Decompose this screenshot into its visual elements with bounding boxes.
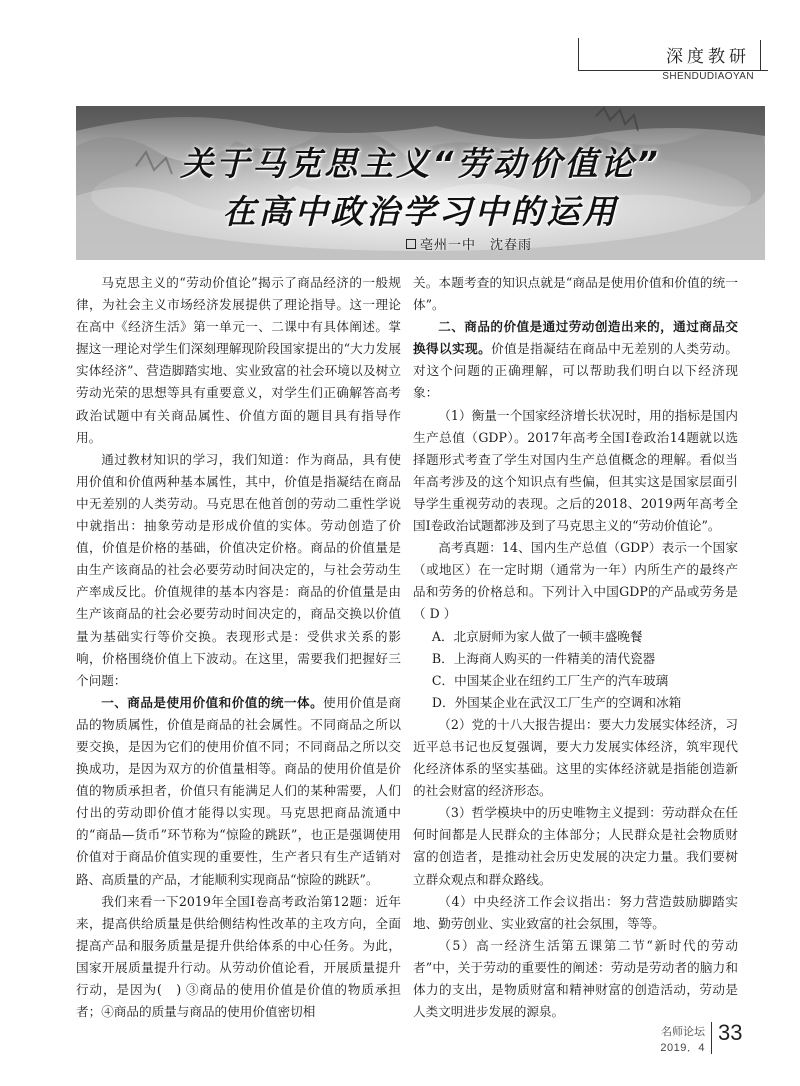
byline-box-icon [406,239,416,249]
section-pinyin: SHENDUDIAOYAN [662,71,754,82]
option-a: A．北京厨师为家人做了一顿丰盛晚餐 [431,628,643,644]
header-rule-left [578,38,579,70]
point-heading: 二、商品的价值是通过劳动创造出来的，通过商品交换得以实现。 [413,319,738,357]
paragraph: 我们来看一下2019年全国Ⅰ卷高考政治第12题：近年来，提高供给质量是供给侧结构性改革的主攻方向，全面提高产品和服务质量是提升供给体系的中心任务。为此，国家开展质量提升行动。从劳动价值论看，开展质量提升行动，是因为( ) ③商品的使用价值是价值的物质承担者；④商品的质量与商品的使用价值密切相 [76,893,401,1020]
article-title-line2: 在高中政治学习中的运用 [222,192,619,231]
option-b: B．上海商人购买的一件精美的清代瓷器 [431,650,656,666]
paragraph: 高考真题：14、国内生产总值（GDP）表示一个国家（或地区）在一定时期（通常为一年）内所生产的最终产品和劳务的价格总和。下列计入中国GDP的产品或劳务是（ D ） [413,540,738,622]
author: 亳州一中 沈春雨 [420,238,533,253]
right-column [413,272,738,1023]
section-title: 深度教研 [666,47,750,67]
option-d: D．外国某企业在武汉工厂生产的空调和冰箱 [431,694,682,710]
byline [406,234,532,253]
paragraph: 通过教材知识的学习，我们知道：作为商品，具有使用价值和价值两种基本属性，其中，价值是指凝结在商品中无差别的人类劳动。马克思在他首创的劳动二重性学说中就指出：抽象劳动是形成价值的实体。劳动创造了价值，价值是价格的基础，价值决定价格。商品的价值量是由生产该商品的社会必要劳动时间决定的，与社会劳动生产率成反比。价值规律的基本内容是：商品的价值量是由生产该商品的社会必要劳动时间决定的，商品交换以价值量为基础实行等价交换。表现形式是：受供求关系的影响，价格围绕价值上下波动。在这里，需要我们把握好三个问题： [76,451,401,688]
footer-magazine: 名师论坛 [661,1025,705,1038]
footer-issue: 2019．4 [660,1042,705,1054]
left-column [76,272,401,1023]
point-heading: 一、商品是使用价值和价值的统一体。 [101,694,324,710]
page-number: 33 [718,1020,743,1045]
paragraph: （4）中央经济工作会议指出：努力营造鼓励脚踏实地、勤劳创业、实业致富的社会氛围，等等。 [413,893,738,931]
point-text: 使用价值是商品的物质属性，价值是商品的社会属性。不同商品之所以要交换，是因为它们的使用价值不同；不同商品之所以交换成功，是因为双方的价值量相等。商品的使用价值是价值的物质承担者，价值只有能满足人们的某种需要，人们付出的劳动即价值才能得以实现。马克思把商品流通中的“商品—货币”环节称为“惊险的跳跃”，也正是强调使用价值对于商品价值实现的重要性，生产者只有生产适销对路、高质量的产品，才能顺利实现商品“惊险的跳跃”。 [76,694,402,887]
header-rule-right [760,40,761,70]
option-c: C．中国某企业在纽约工厂生产的汽车玻璃 [431,672,669,688]
title-banner [76,106,765,260]
paragraph: （3）哲学模块中的历史唯物主义提到：劳动群众在任何时间都是人民群众的主体部分；人民群众是社会物质财富的创造者，是推动社会历史发展的决定力量。我们要树立群众观点和群众路线。 [413,805,738,887]
point-text: 价值是指凝结在商品中无差别的人类劳动。对这个问题的正确理解，可以帮助我们明白以下经济现象： [413,341,739,401]
footer-separator [711,1022,712,1054]
paragraph: （2）党的十八大报告提出：要大力发展实体经济，习近平总书记也反复强调，要大力发展实体经济，筑牢现代化经济体系的坚实基础。这里的实体经济就是指能创造新的社会财富的经济形态。 [413,716,738,799]
paragraph [76,692,401,891]
article-title-line1: 关于马克思主义“劳动价值论” [180,144,661,183]
paragraph: 关。本题考查的知识点就是“商品是使用价值和价值的统一体”。 [413,275,738,313]
paragraph: （1）衡量一个国家经济增长状况时，用的指标是国内生产总值（GDP）。2017年高考全国Ⅰ卷政治14题就以选择题形式考查了学生对国内生产总值概念的理解。看似当年高考涉及的这个知识点有些偏，但其实这是国家层面引导学生重视劳动的表现。之后的2018、2019两年高考全国Ⅰ卷政治试题都涉及到了马克思主义的“劳动价值论”。 [413,407,738,534]
paragraph: （5）高一经济生活第五课第二节“新时代的劳动者”中，关于劳动的重要性的阐述：劳动是劳动者的脑力和体力的支出，是物质财富和精神财富的创造活动，劳动是人类文明进步发展的源泉。 [413,937,738,1020]
paragraph [413,316,738,404]
paragraph: 马克思主义的“劳动价值论”揭示了商品经济的一般规律，为社会主义市场经济发展提供了理论指导。这一理论在高中《经济生活》第一单元一、二课中有具体阐述。掌握这一理论对学生们深刻理解现阶段国家提出的“大力发展实体经济”、营造脚踏实地、实业致富的社会环境以及树立劳动光荣的思想等具有重要意义，对学生们正确解答高考政治试题中有关商品属性、价值方面的题目具有指导作用。 [76,275,401,445]
